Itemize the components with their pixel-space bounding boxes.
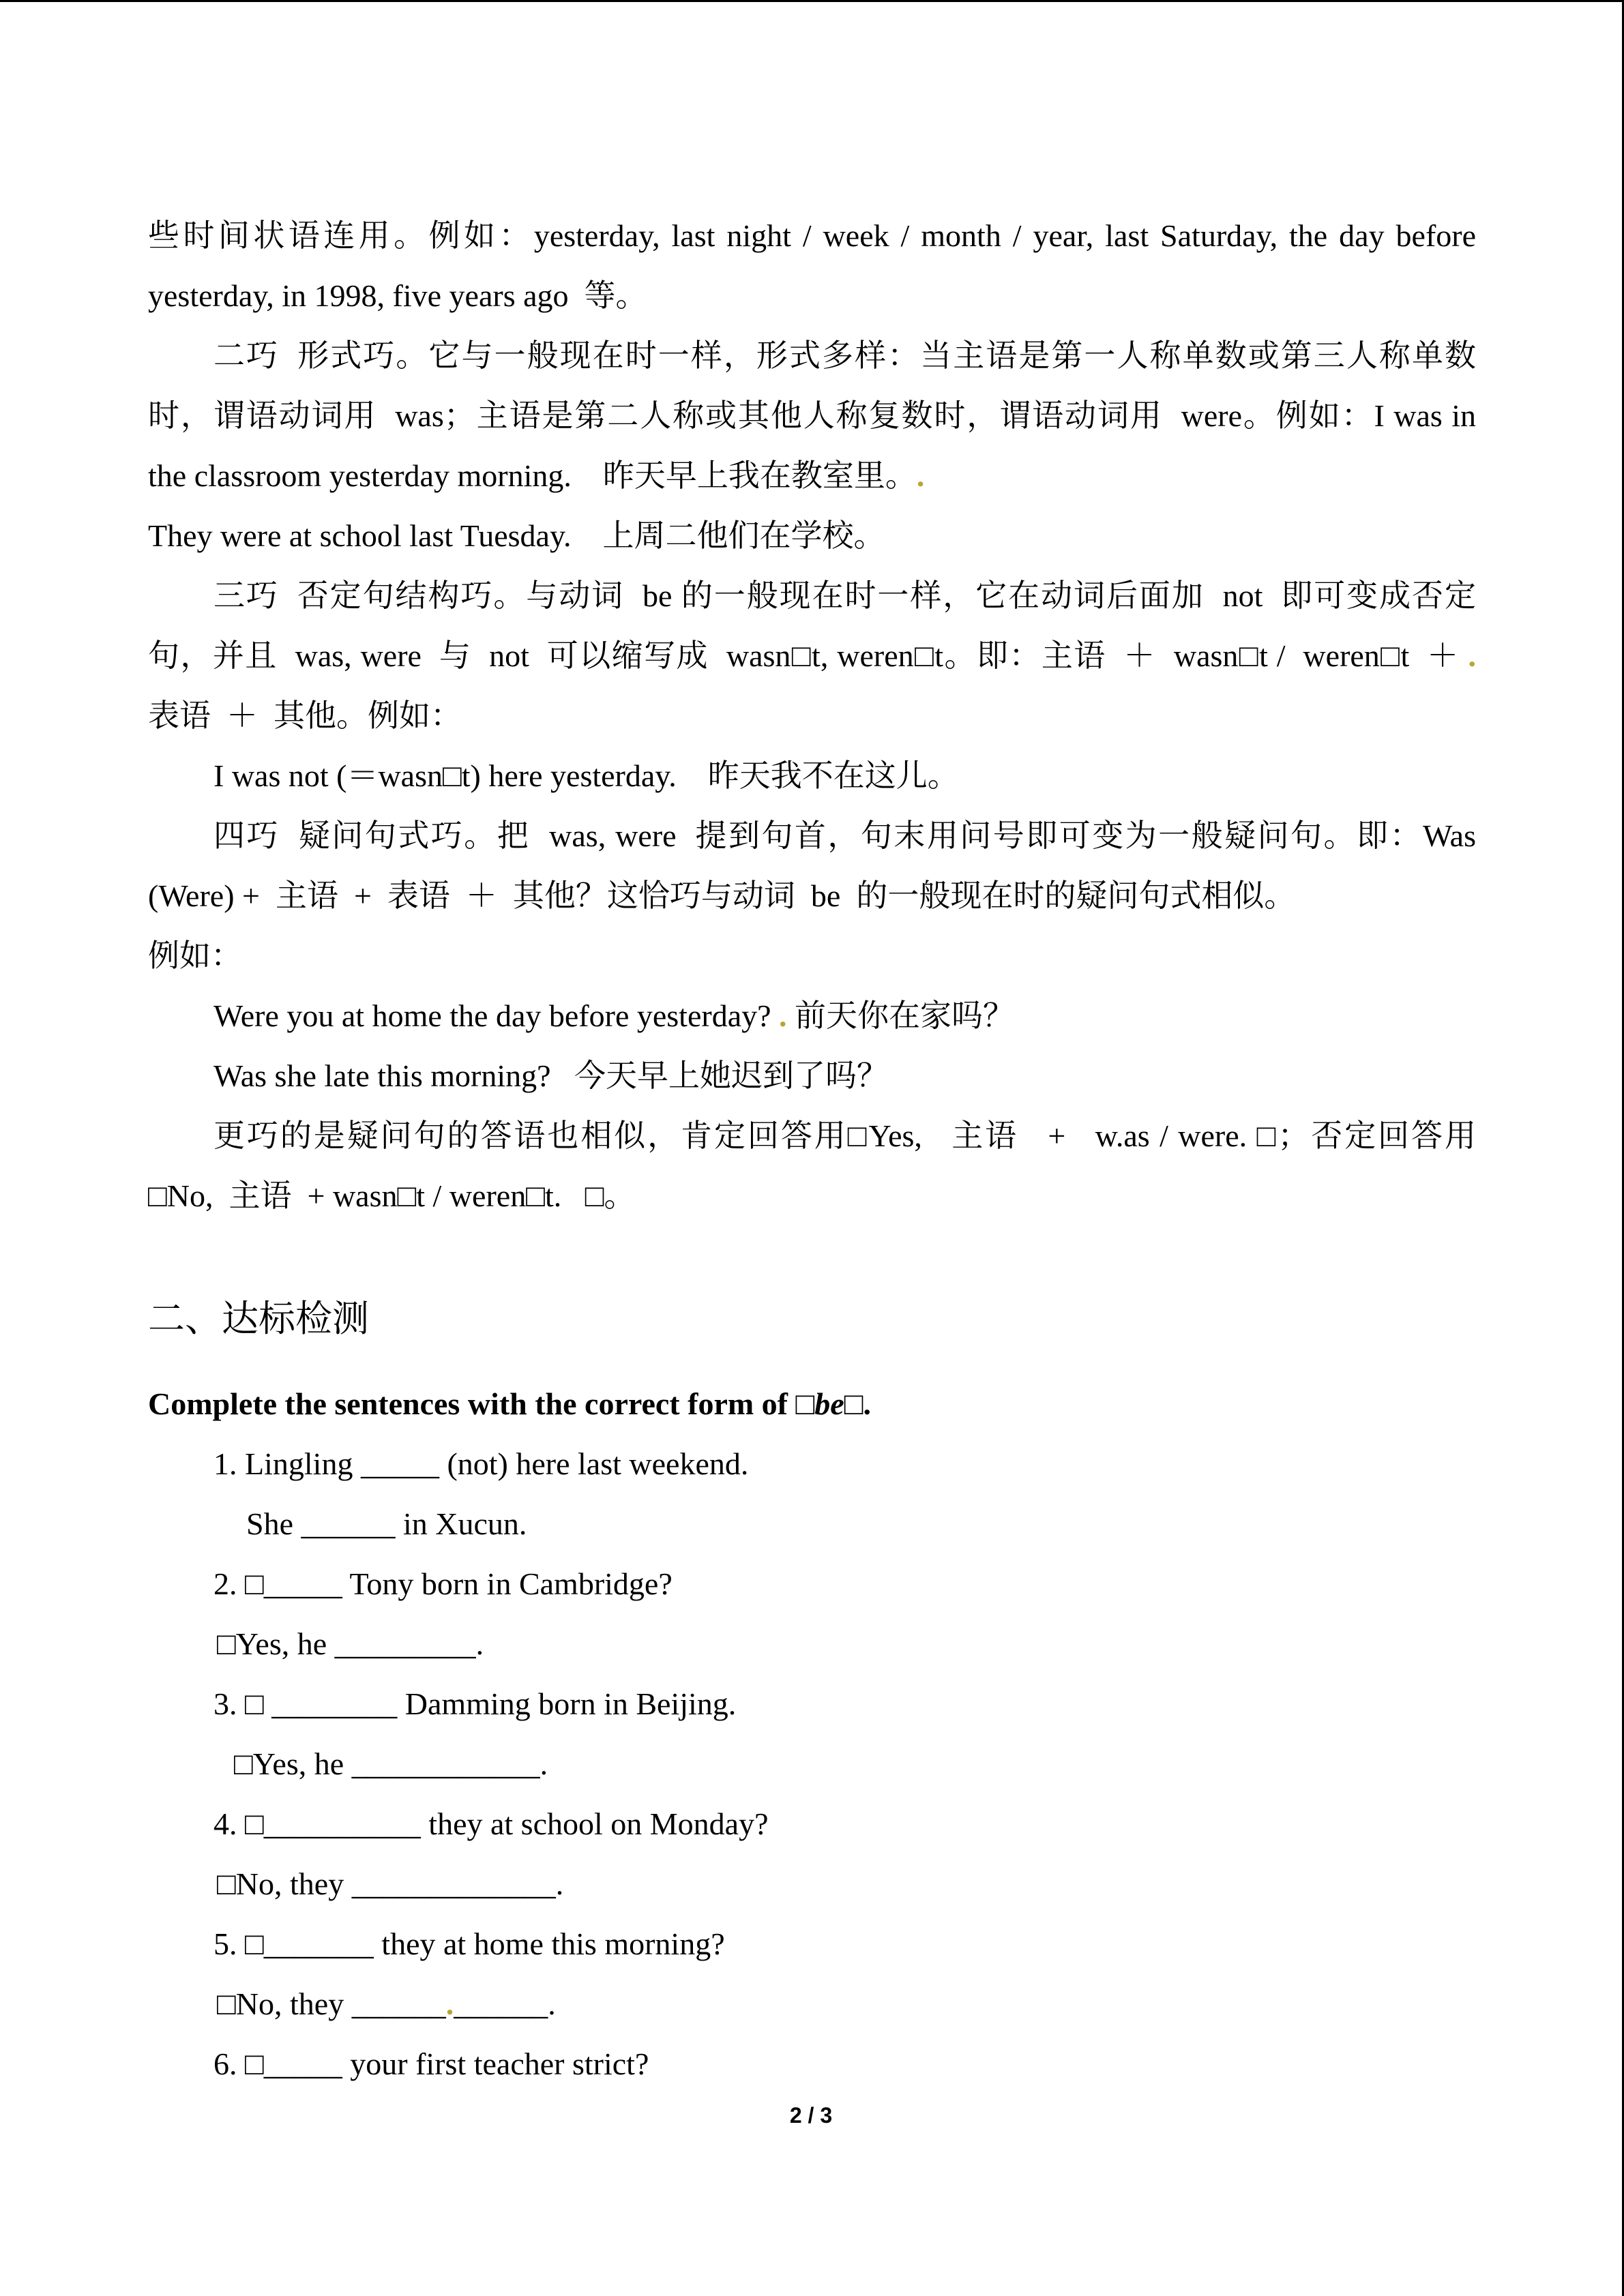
grammar-note-line: 表语 ＋ 其他。例如： [148,698,462,733]
instruction-text: □. [844,1386,871,1421]
exercise-answer-4: □No, they _____________. [217,1866,564,1901]
grammar-note-line: 更巧的是疑问句的答语也相似，肯定回答用□Yes, 主语 + w.as / were. □；否定回答用 [213,1118,1476,1153]
grammar-note-line: yesterday, in 1998, five years ago 等。 [148,278,647,313]
grammar-note-line: (Were) + 主语 + 表语 ＋ 其他？这恰巧与动词 be 的一般现在时的疑问句式相似。 [148,878,1296,913]
grammar-note-line: 四巧 疑问句式巧。把 was, were 提到句首，句末用问号即可变为一般疑问句。即：Was [213,818,1476,853]
exercise-question-6: 6. □_____ your first teacher strict? [213,2046,649,2081]
exercise-question-4: 4. □__________ they at school on Monday? [213,1806,769,1841]
grammar-note-line [148,446,1476,506]
grammar-note-line: 例如： [148,938,242,973]
section-heading: 二、达标检测 [148,1298,369,1339]
marker-dot: . [1468,638,1476,673]
exercise-question-5: 5. □_______ they at home this morning? [213,1926,725,1961]
grammar-note-line: 二巧 形式巧。它与一般现在时一样，形式多样：当主语是第一人称单数或第三人称单数 [213,338,1476,373]
grammar-note-line: 时，谓语动词用 was；主语是第二人称或其他人称复数时，谓语动词用 were。例如：I was in [148,398,1476,433]
grammar-note-line: They were at school last Tuesday. 上周二他们在学校。 [148,518,885,553]
example-sentence: I was not (＝wasn□t) here yesterday. 昨天我不在这儿。 [213,758,959,793]
exercise-answer-3: □Yes, he ____________. [234,1746,548,1781]
grammar-note-line [148,626,1476,686]
page-number: 2 / 3 [789,2103,833,2128]
exercise-instruction [148,1374,1476,1434]
marker-dot: . [445,1986,454,2021]
grammar-note-text: the classroom yesterday morning. 昨天早上我在教室里。 [148,458,917,493]
marker-dot: . [916,458,925,493]
exercise-answer-2: □Yes, he _________. [217,1626,484,1661]
marker-dot: . [779,998,787,1033]
grammar-note-line: 些时间状语连用。例如：yesterday, last night / week / month / year, last Saturday, the day before [148,218,1476,253]
exercise-answer-5 [148,1974,1476,2034]
grammar-note-line: 三巧 否定句结构巧。与动词 be 的一般现在时一样，它在动词后面加 not 即可变成否定 [213,578,1476,613]
grammar-note-line: □No, 主语 + wasn□t / weren□t. □。 [148,1178,636,1213]
answer-text: □No, they ______ [217,1986,446,2021]
example-sentence: Was she late this morning? 今天早上她迟到了吗？ [213,1058,889,1093]
exercise-question-2: 2. □_____ Tony born in Cambridge? [213,1566,673,1601]
page-content [148,206,1476,2094]
answer-text: ______. [454,1986,556,2021]
exercise-answer-1: She ______ in Xucun. [246,1506,527,1541]
instruction-emphasis: be [814,1386,844,1421]
grammar-note-text: Were you at home the day before yesterday? [213,998,780,1033]
exercise-question-3: 3. □ ________ Damming born in Beijing. [213,1686,737,1721]
grammar-note-text: 前天你在家吗？ [786,998,1015,1033]
instruction-text: Complete the sentences with the correct form of □ [148,1386,815,1421]
grammar-note-text: 句，并且 was, were 与 not 可以缩写成 wasn□t, weren□t。即：主语 ＋ wasn□t / weren□t ＋ [148,638,1468,673]
exercise-question-1: 1. Lingling _____ (not) here last weekend. [213,1446,749,1481]
example-sentence [148,986,1476,1046]
